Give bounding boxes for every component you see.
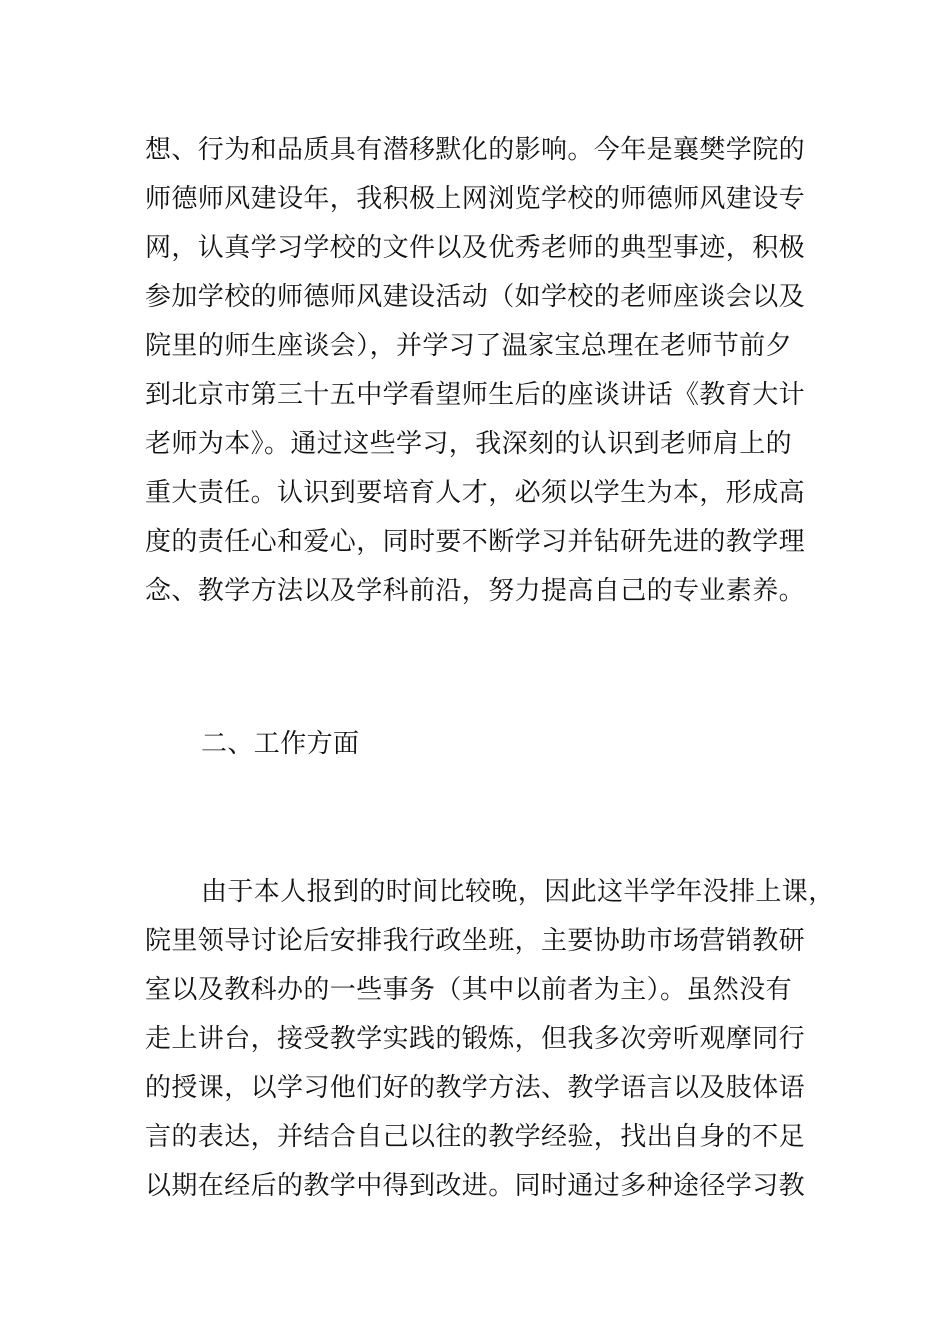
paragraph-2 [145, 868, 835, 1211]
paragraph-line: 度的责任心和爱心，同时要不断学习并钻研先进的教学理 [145, 527, 806, 557]
paragraph-line: 言的表达，并结合自己以往的教学经验，找出自身的不足 [145, 1122, 806, 1152]
paragraph-line: 重大责任。认识到要培育人才，必须以学生为本，形成高 [145, 478, 806, 508]
paragraph-line: 室以及教科办的一些事务（其中以前者为主）。虽然没有 [145, 975, 793, 1005]
paragraph-line: 想、行为和品质具有潜移默化的影响。今年是襄樊学院的 [145, 135, 806, 165]
section-heading: 二、工作方面 [201, 729, 360, 759]
paragraph-line: 由于本人报到的时间比较晚，因此这半学年没排上课， [201, 877, 835, 907]
paragraph-line: 网，认真学习学校的文件以及优秀老师的典型事迹，积极 [145, 233, 806, 263]
paragraph-line: 院里领导讨论后安排我行政坐班，主要协助市场营销教研 [145, 926, 806, 956]
section-heading-block [145, 720, 820, 769]
paragraph-line: 以期在经后的教学中得到改进。同时通过多种途径学习教 [145, 1171, 806, 1201]
paragraph-line: 到北京市第三十五中学看望师生后的座谈讲话《教育大计 [145, 380, 806, 410]
paragraph-line: 师德师风建设年，我积极上网浏览学校的师德师风建设专 [145, 184, 806, 214]
paragraph-line: 院里的师生座谈会），并学习了温家宝总理在老师节前夕 [145, 331, 793, 361]
paragraph-line: 走上讲台，接受教学实践的锻炼，但我多次旁听观摩同行 [145, 1024, 806, 1054]
paragraph-1 [145, 126, 820, 616]
paragraph-line: 念、教学方法以及学科前沿，努力提高自己的专业素养。 [145, 576, 806, 606]
paragraph-line: 老师为本》。通过这些学习，我深刻的认识到老师肩上的 [145, 429, 793, 459]
paragraph-line: 的授课，以学习他们好的教学方法、教学语言以及肢体语 [145, 1073, 806, 1103]
paragraph-line: 参加学校的师德师风建设活动（如学校的老师座谈会以及 [145, 282, 806, 312]
